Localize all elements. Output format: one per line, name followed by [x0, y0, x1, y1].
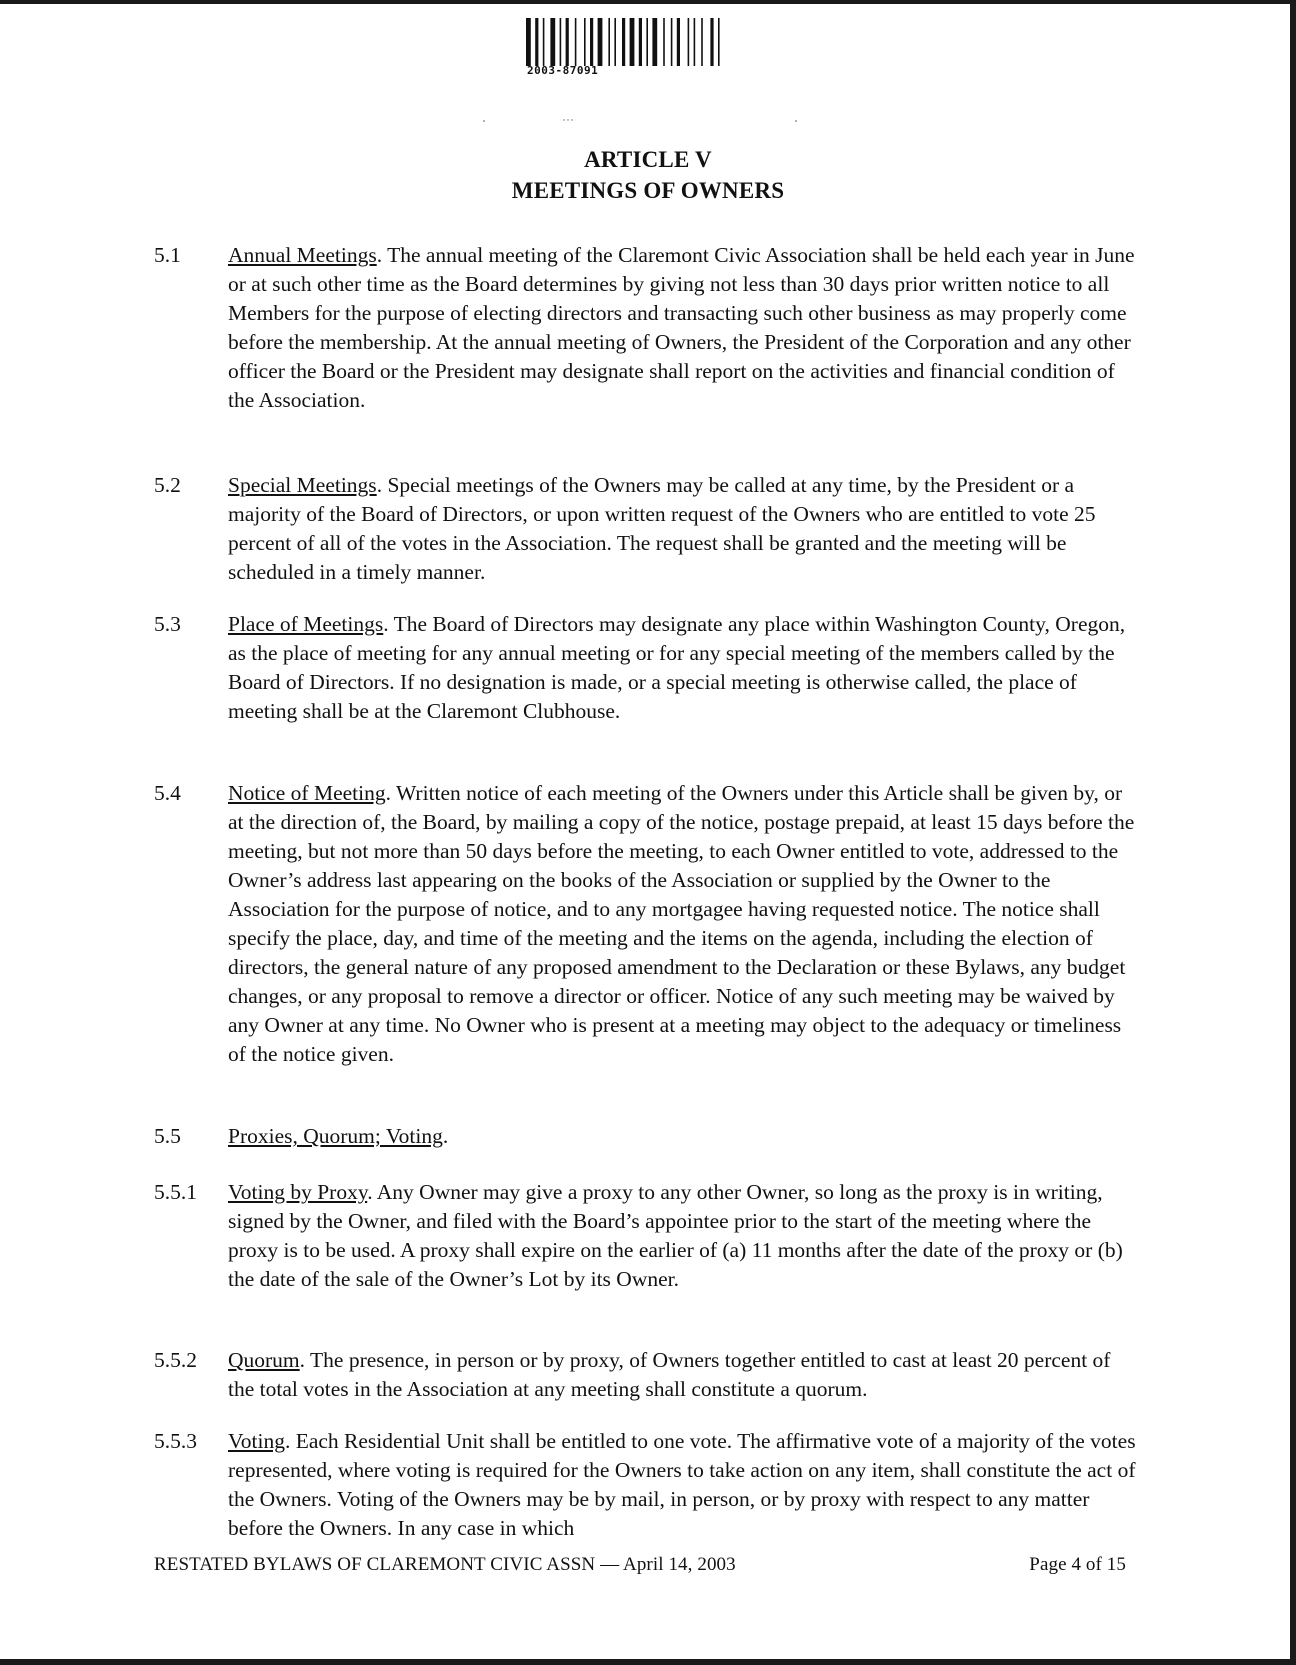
footer-page-number: Page 4 of 15 — [1029, 1554, 1126, 1575]
section-text: Each Residential Unit shall be entitled to one vote. The affirmative vote of a majority of the votes represented, where voting is required for the Owners to take action on any item, shall constitute the act of the Owners. Voting of the Owners may be by mail, in person, or by proxy with respect to any matter before the Owners. In any case in which — [228, 1429, 1136, 1540]
section-separator: . — [385, 781, 396, 805]
footer-document-title: RESTATED BYLAWS OF CLAREMONT CIVIC ASSN — April 14, 2003 — [154, 1554, 736, 1575]
scan-specks — [480, 118, 800, 124]
section-title: Notice of Meeting — [228, 781, 386, 805]
section-5-1 — [154, 241, 1134, 415]
section-title: Voting — [228, 1429, 285, 1453]
section-number: 5.1 — [154, 243, 181, 267]
section-text: The annual meeting of the Claremont Civic Association shall be held each year in June or at such other time as the Board determines by giving not less than 30 days prior written notice to all Members for the purpose of electing directors and transacting such other business as may properly come before the membership. At the annual meeting of Owners, the President of the Corporation and any other officer the Board or the President may designate shall report on the activities and financial condition of the Association. — [228, 243, 1135, 412]
section-5-4 — [154, 779, 1134, 1069]
section-text: The Board of Directors may designate any place within Washington County, Oregon, as the place of meeting for any annual meeting or for any special meeting of the members called by the Board of Directors. If no designation is made, or a special meeting is otherwise called, the place of meeting shall be at the Claremont Clubhouse. — [228, 612, 1126, 723]
section-separator: . — [299, 1348, 311, 1372]
section-separator: . — [376, 473, 388, 497]
section-separator: . — [442, 1124, 449, 1148]
barcode-image — [525, 18, 755, 66]
section-body — [228, 1427, 1138, 1543]
barcode-number: 2003-87091 — [527, 64, 599, 77]
section-number: 5.2 — [154, 473, 181, 497]
section-number: 5.4 — [154, 781, 181, 805]
section-5-5 — [154, 1122, 1134, 1151]
section-5-5-3 — [154, 1427, 1134, 1543]
section-title: Annual Meetings — [228, 243, 377, 267]
section-separator: . — [376, 243, 388, 267]
article-subtitle: MEETINGS OF OWNERS — [511, 178, 785, 203]
section-number: 5.5 — [154, 1124, 181, 1148]
section-separator: . — [367, 1180, 377, 1204]
section-5-2 — [154, 471, 1134, 587]
section-body — [228, 1178, 1138, 1294]
section-separator: . — [383, 612, 394, 636]
section-title: Place of Meetings — [228, 612, 384, 636]
section-title: Special Meetings — [228, 473, 377, 497]
section-text: Any Owner may give a proxy to any other Owner, so long as the proxy is in writing, signed by the Owner, and filed with the Board’s appointee prior to the start of the meeting where the proxy is to be used. A proxy shall expire on the earlier of (a) 11 months after the date of the proxy or (b) the date of the sale of the Owner’s Lot by its Owner. — [228, 1180, 1123, 1291]
section-text: The presence, in person or by proxy, of Owners together entitled to cast at least 20 percent of the total votes in the Association at any meeting shall constitute a quorum. — [228, 1348, 1111, 1401]
section-title: Quorum — [228, 1348, 300, 1372]
section-title: Proxies, Quorum; Voting — [228, 1124, 443, 1148]
section-separator: . — [284, 1429, 296, 1453]
section-5-5-1 — [154, 1178, 1134, 1294]
article-title: ARTICLE V — [584, 147, 712, 172]
section-body — [228, 779, 1138, 1069]
section-body — [228, 1122, 1138, 1151]
section-number: 5.5.3 — [154, 1429, 197, 1453]
section-number: 5.5.1 — [154, 1180, 197, 1204]
section-body — [228, 1346, 1138, 1404]
section-text: Written notice of each meeting of the Owners under this Article shall be given by, or at the direction of, the Board, by mailing a copy of the notice, postage prepaid, at least 15 days before the meeting, but not more than 50 days before the meeting, to each Owner entitled to vote, addressed to the Owner’s address last appearing on the books of the Association or supplied by the Owner to the Association for the purpose of notice, and to any mortgagee having requested notice. The notice shall specify the place, day, and time of the meeting and the items on the agenda, including the election of directors, the general nature of any proposed amendment to the Declaration or these Bylaws, any budget changes, or any proposal to remove a director or officer. Notice of any such meeting may be waived by any Owner at any time. No Owner who is present at a meeting may object to the adequacy or timeliness of the notice given. — [228, 781, 1135, 1066]
section-number: 5.5.2 — [154, 1348, 197, 1372]
section-body — [228, 610, 1138, 726]
section-5-3 — [154, 610, 1134, 726]
section-body — [228, 241, 1138, 415]
section-body — [228, 471, 1138, 587]
section-title: Voting by Proxy — [228, 1180, 368, 1204]
section-5-5-2 — [154, 1346, 1134, 1404]
section-number: 5.3 — [154, 612, 181, 636]
section-text: Special meetings of the Owners may be called at any time, by the President or a majority of the Board of Directors, or upon written request of the Owners who are entitled to vote 25 percent of all of the votes in the Association. The request shall be granted and the meeting will be scheduled in a timely manner. — [228, 473, 1096, 584]
